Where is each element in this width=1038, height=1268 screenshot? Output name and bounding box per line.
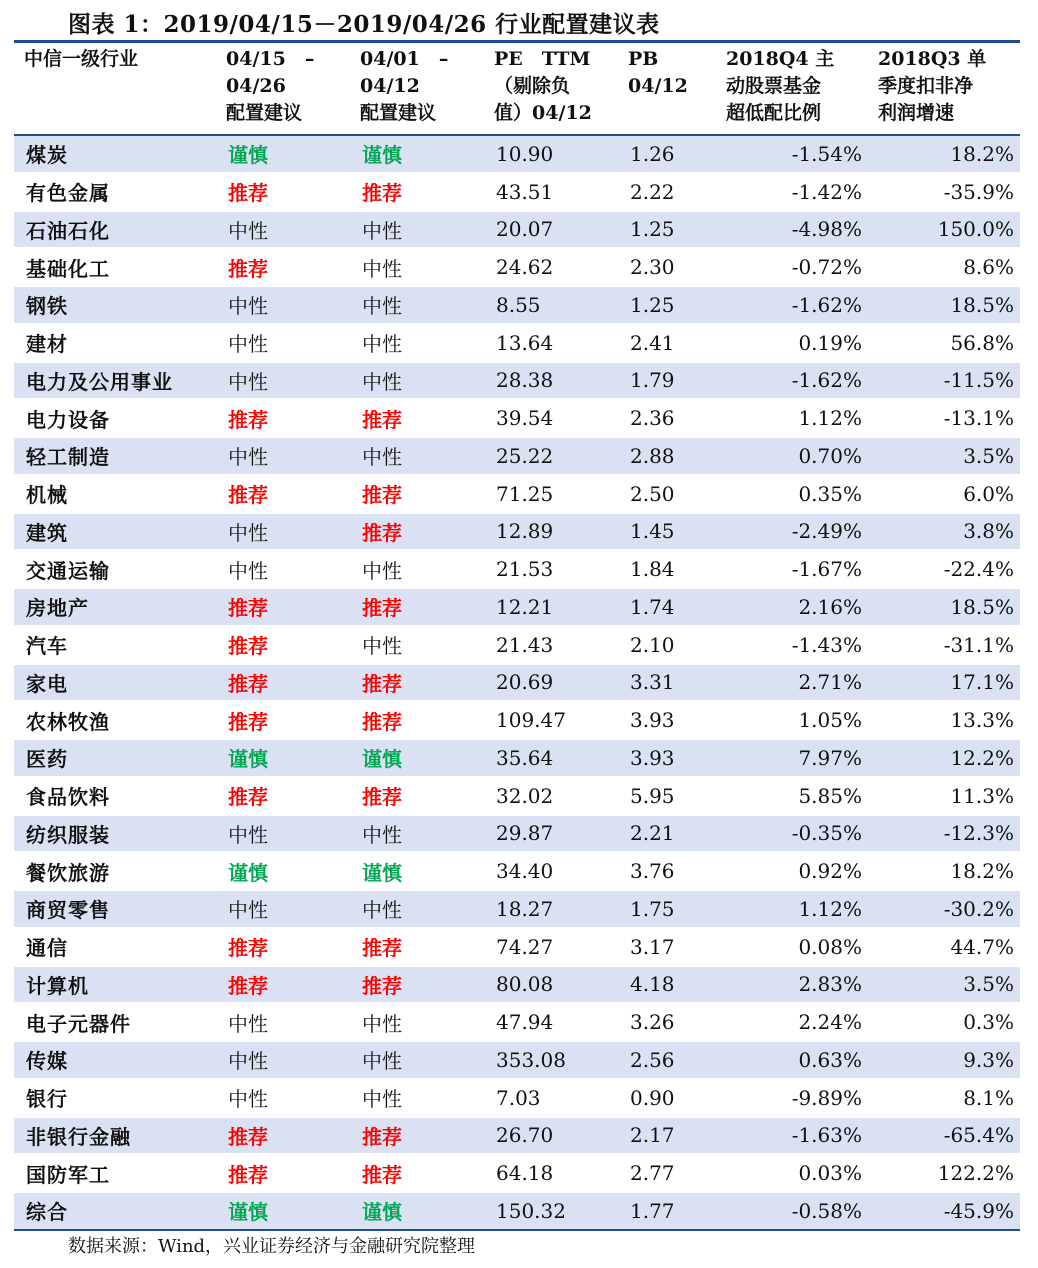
- fund-overweight-cell: 0.92%: [716, 852, 868, 890]
- profit-growth-cell: 44.7%: [868, 928, 1020, 966]
- profit-growth-cell: 17.1%: [868, 664, 1020, 702]
- industry-cell: 石油石化: [14, 211, 216, 249]
- pb-cell: 1.45: [618, 513, 716, 551]
- profit-growth-cell: 18.2%: [868, 135, 1020, 173]
- table-row: [14, 324, 1020, 362]
- fund-overweight-cell: 2.24%: [716, 1003, 868, 1041]
- pb-cell: 2.21: [618, 815, 716, 853]
- industry-cell: 非银行金融: [14, 1117, 216, 1155]
- profit-growth-cell: 122.2%: [868, 1154, 1020, 1192]
- industry-cell: 汽车: [14, 626, 216, 664]
- current-recommendation-cell: 推荐: [216, 664, 350, 702]
- fund-overweight-cell: 2.71%: [716, 664, 868, 702]
- current-recommendation-cell: 谨慎: [216, 739, 350, 777]
- header-line: 04/26: [226, 75, 286, 97]
- pe-ttm-cell: 24.62: [484, 248, 618, 286]
- fund-overweight-cell: 2.83%: [716, 966, 868, 1004]
- table-row: [14, 550, 1020, 588]
- previous-recommendation-cell: 中性: [350, 286, 484, 324]
- fund-overweight-cell: -2.49%: [716, 513, 868, 551]
- header-line: 2018Q4 主: [726, 48, 835, 70]
- pb-cell: 3.93: [618, 739, 716, 777]
- industry-cell: 农林牧渔: [14, 701, 216, 739]
- pb-cell: 2.50: [618, 475, 716, 513]
- previous-recommendation-cell: 中性: [350, 1079, 484, 1117]
- profit-growth-cell: 18.5%: [868, 588, 1020, 626]
- header-line: 季度扣非净: [878, 75, 974, 97]
- profit-growth-cell: 3.8%: [868, 513, 1020, 551]
- previous-recommendation-cell: 中性: [350, 324, 484, 362]
- table-row: [14, 1003, 1020, 1041]
- current-recommendation-cell: 推荐: [216, 777, 350, 815]
- fund-overweight-cell: 1.12%: [716, 890, 868, 928]
- fund-overweight-cell: -1.62%: [716, 286, 868, 324]
- industry-cell: 食品饮料: [14, 777, 216, 815]
- pb-cell: 1.75: [618, 890, 716, 928]
- fund-overweight-cell: 0.70%: [716, 437, 868, 475]
- profit-growth-cell: 8.1%: [868, 1079, 1020, 1117]
- profit-growth-cell: 3.5%: [868, 437, 1020, 475]
- current-recommendation-cell: 推荐: [216, 399, 350, 437]
- current-recommendation-cell: 推荐: [216, 248, 350, 286]
- table-row: [14, 1117, 1020, 1155]
- table-row: [14, 815, 1020, 853]
- current-recommendation-cell: 中性: [216, 1041, 350, 1079]
- industry-cell: 电力设备: [14, 399, 216, 437]
- table-row: [14, 928, 1020, 966]
- header-current-recommendation: [216, 44, 350, 135]
- pb-cell: 2.36: [618, 399, 716, 437]
- pe-ttm-cell: 74.27: [484, 928, 618, 966]
- current-recommendation-cell: 中性: [216, 550, 350, 588]
- previous-recommendation-cell: 中性: [350, 550, 484, 588]
- current-recommendation-cell: 推荐: [216, 1154, 350, 1192]
- profit-growth-cell: -13.1%: [868, 399, 1020, 437]
- table-row: [14, 513, 1020, 551]
- industry-cell: 房地产: [14, 588, 216, 626]
- fund-overweight-cell: -1.67%: [716, 550, 868, 588]
- current-recommendation-cell: 中性: [216, 286, 350, 324]
- previous-recommendation-cell: 中性: [350, 890, 484, 928]
- profit-growth-cell: -22.4%: [868, 550, 1020, 588]
- profit-growth-cell: 18.5%: [868, 286, 1020, 324]
- table-row: [14, 1154, 1020, 1192]
- profit-growth-cell: -11.5%: [868, 362, 1020, 400]
- pe-ttm-cell: 32.02: [484, 777, 618, 815]
- table-row: [14, 1079, 1020, 1117]
- table-row: [14, 966, 1020, 1004]
- pb-cell: 1.84: [618, 550, 716, 588]
- table-row: [14, 1041, 1020, 1079]
- previous-recommendation-cell: 推荐: [350, 399, 484, 437]
- profit-growth-cell: -45.9%: [868, 1192, 1020, 1230]
- table-row: [14, 739, 1020, 777]
- header-line: 中信一级行业: [24, 48, 139, 70]
- industry-allocation-table: [14, 44, 1020, 1231]
- pe-ttm-cell: 80.08: [484, 966, 618, 1004]
- table-row: [14, 664, 1020, 702]
- fund-overweight-cell: -1.62%: [716, 362, 868, 400]
- fund-overweight-cell: 0.03%: [716, 1154, 868, 1192]
- previous-recommendation-cell: 推荐: [350, 664, 484, 702]
- table-header-row: [14, 44, 1020, 135]
- previous-recommendation-cell: 推荐: [350, 966, 484, 1004]
- header-line: PB: [628, 48, 659, 70]
- current-recommendation-cell: 中性: [216, 362, 350, 400]
- pe-ttm-cell: 28.38: [484, 362, 618, 400]
- current-recommendation-cell: 谨慎: [216, 852, 350, 890]
- previous-recommendation-cell: 推荐: [350, 928, 484, 966]
- pb-cell: 3.31: [618, 664, 716, 702]
- pe-ttm-cell: 12.21: [484, 588, 618, 626]
- industry-cell: 电力及公用事业: [14, 362, 216, 400]
- table-row: [14, 437, 1020, 475]
- table-row: [14, 248, 1020, 286]
- header-line: 配置建议: [226, 102, 303, 124]
- profit-growth-cell: 18.2%: [868, 852, 1020, 890]
- profit-growth-cell: 56.8%: [868, 324, 1020, 362]
- pe-ttm-cell: 21.43: [484, 626, 618, 664]
- header-line: 04/15 –: [226, 48, 315, 70]
- pb-cell: 3.93: [618, 701, 716, 739]
- pe-ttm-cell: 29.87: [484, 815, 618, 853]
- previous-recommendation-cell: 谨慎: [350, 852, 484, 890]
- current-recommendation-cell: 中性: [216, 513, 350, 551]
- current-recommendation-cell: 中性: [216, 890, 350, 928]
- pe-ttm-cell: 13.64: [484, 324, 618, 362]
- pe-ttm-cell: 26.70: [484, 1117, 618, 1155]
- profit-growth-cell: -12.3%: [868, 815, 1020, 853]
- figure-title: 图表 1：2019/04/15－2019/04/26 行业配置建议表: [68, 11, 660, 38]
- table-row: [14, 211, 1020, 249]
- profit-growth-cell: 11.3%: [868, 777, 1020, 815]
- pb-cell: 5.95: [618, 777, 716, 815]
- previous-recommendation-cell: 中性: [350, 1003, 484, 1041]
- current-recommendation-cell: 推荐: [216, 626, 350, 664]
- industry-cell: 建筑: [14, 513, 216, 551]
- header-line: （剔除负: [494, 75, 571, 97]
- current-recommendation-cell: 谨慎: [216, 1192, 350, 1230]
- pe-ttm-cell: 47.94: [484, 1003, 618, 1041]
- previous-recommendation-cell: 中性: [350, 437, 484, 475]
- pb-cell: 2.56: [618, 1041, 716, 1079]
- pb-cell: 1.79: [618, 362, 716, 400]
- header-line: 04/12: [628, 75, 688, 97]
- header-line: 动股票基金: [726, 75, 822, 97]
- header-pe-ttm: [484, 44, 618, 135]
- industry-cell: 钢铁: [14, 286, 216, 324]
- pe-ttm-cell: 39.54: [484, 399, 618, 437]
- pb-cell: 2.10: [618, 626, 716, 664]
- header-industry: [14, 44, 216, 135]
- industry-cell: 建材: [14, 324, 216, 362]
- pe-ttm-cell: 25.22: [484, 437, 618, 475]
- pb-cell: 3.17: [618, 928, 716, 966]
- industry-cell: 基础化工: [14, 248, 216, 286]
- industry-cell: 交通运输: [14, 550, 216, 588]
- profit-growth-cell: 9.3%: [868, 1041, 1020, 1079]
- fund-overweight-cell: 0.35%: [716, 475, 868, 513]
- table-row: [14, 777, 1020, 815]
- previous-recommendation-cell: 谨慎: [350, 739, 484, 777]
- previous-recommendation-cell: 推荐: [350, 1117, 484, 1155]
- profit-growth-cell: 0.3%: [868, 1003, 1020, 1041]
- current-recommendation-cell: 推荐: [216, 475, 350, 513]
- pb-cell: 1.25: [618, 211, 716, 249]
- table-row: [14, 852, 1020, 890]
- fund-overweight-cell: 2.16%: [716, 588, 868, 626]
- fund-overweight-cell: -0.58%: [716, 1192, 868, 1230]
- header-profit-growth: [868, 44, 1020, 135]
- pb-cell: 3.76: [618, 852, 716, 890]
- fund-overweight-cell: 0.19%: [716, 324, 868, 362]
- pb-cell: 4.18: [618, 966, 716, 1004]
- profit-growth-cell: 12.2%: [868, 739, 1020, 777]
- pb-cell: 2.88: [618, 437, 716, 475]
- fund-overweight-cell: -9.89%: [716, 1079, 868, 1117]
- profit-growth-cell: -30.2%: [868, 890, 1020, 928]
- fund-overweight-cell: 0.63%: [716, 1041, 868, 1079]
- table-row: [14, 588, 1020, 626]
- header-top-rule: [14, 40, 1020, 43]
- pe-ttm-cell: 353.08: [484, 1041, 618, 1079]
- data-source-note: 数据来源：Wind，兴业证券经济与金融研究院整理: [68, 1236, 476, 1257]
- previous-recommendation-cell: 中性: [350, 1041, 484, 1079]
- previous-recommendation-cell: 中性: [350, 362, 484, 400]
- header-line: 超低配比例: [726, 102, 822, 124]
- pe-ttm-cell: 20.69: [484, 664, 618, 702]
- previous-recommendation-cell: 谨慎: [350, 1192, 484, 1230]
- table-row: [14, 173, 1020, 211]
- pb-cell: 2.41: [618, 324, 716, 362]
- industry-cell: 纺织服装: [14, 815, 216, 853]
- fund-overweight-cell: -1.54%: [716, 135, 868, 173]
- pe-ttm-cell: 35.64: [484, 739, 618, 777]
- pb-cell: 1.26: [618, 135, 716, 173]
- current-recommendation-cell: 推荐: [216, 1117, 350, 1155]
- header-line: PE TTM: [494, 48, 591, 70]
- pb-cell: 1.74: [618, 588, 716, 626]
- pe-ttm-cell: 20.07: [484, 211, 618, 249]
- fund-overweight-cell: -4.98%: [716, 211, 868, 249]
- fund-overweight-cell: -1.42%: [716, 173, 868, 211]
- previous-recommendation-cell: 推荐: [350, 1154, 484, 1192]
- pe-ttm-cell: 7.03: [484, 1079, 618, 1117]
- previous-recommendation-cell: 中性: [350, 211, 484, 249]
- current-recommendation-cell: 推荐: [216, 928, 350, 966]
- current-recommendation-cell: 中性: [216, 1003, 350, 1041]
- header-previous-recommendation: [350, 44, 484, 135]
- current-recommendation-cell: 中性: [216, 1079, 350, 1117]
- industry-cell: 计算机: [14, 966, 216, 1004]
- table-row: [14, 475, 1020, 513]
- pb-cell: 2.77: [618, 1154, 716, 1192]
- header-line: 2018Q3 单: [878, 48, 987, 70]
- header-fund-overweight: [716, 44, 868, 135]
- current-recommendation-cell: 推荐: [216, 173, 350, 211]
- industry-cell: 机械: [14, 475, 216, 513]
- pb-cell: 0.90: [618, 1079, 716, 1117]
- profit-growth-cell: 13.3%: [868, 701, 1020, 739]
- previous-recommendation-cell: 推荐: [350, 777, 484, 815]
- current-recommendation-cell: 中性: [216, 211, 350, 249]
- pe-ttm-cell: 10.90: [484, 135, 618, 173]
- industry-cell: 医药: [14, 739, 216, 777]
- table-row: [14, 362, 1020, 400]
- pe-ttm-cell: 8.55: [484, 286, 618, 324]
- fund-overweight-cell: -0.72%: [716, 248, 868, 286]
- fund-overweight-cell: 0.08%: [716, 928, 868, 966]
- table-row: [14, 135, 1020, 173]
- profit-growth-cell: -35.9%: [868, 173, 1020, 211]
- previous-recommendation-cell: 推荐: [350, 513, 484, 551]
- current-recommendation-cell: 推荐: [216, 701, 350, 739]
- industry-cell: 轻工制造: [14, 437, 216, 475]
- current-recommendation-cell: 推荐: [216, 966, 350, 1004]
- pe-ttm-cell: 34.40: [484, 852, 618, 890]
- pb-cell: 3.26: [618, 1003, 716, 1041]
- profit-growth-cell: 150.0%: [868, 211, 1020, 249]
- fund-overweight-cell: 1.12%: [716, 399, 868, 437]
- fund-overweight-cell: 7.97%: [716, 739, 868, 777]
- pe-ttm-cell: 18.27: [484, 890, 618, 928]
- header-pb: [618, 44, 716, 135]
- pe-ttm-cell: 43.51: [484, 173, 618, 211]
- previous-recommendation-cell: 中性: [350, 815, 484, 853]
- industry-cell: 商贸零售: [14, 890, 216, 928]
- header-line: 配置建议: [360, 102, 437, 124]
- profit-growth-cell: 8.6%: [868, 248, 1020, 286]
- table-row: [14, 1192, 1020, 1230]
- header-line: 04/12: [360, 75, 420, 97]
- pb-cell: 2.30: [618, 248, 716, 286]
- fund-overweight-cell: 1.05%: [716, 701, 868, 739]
- table-row: [14, 399, 1020, 437]
- pe-ttm-cell: 71.25: [484, 475, 618, 513]
- pe-ttm-cell: 109.47: [484, 701, 618, 739]
- pb-cell: 2.22: [618, 173, 716, 211]
- industry-cell: 通信: [14, 928, 216, 966]
- table-row: [14, 890, 1020, 928]
- header-line: 利润增速: [878, 102, 955, 124]
- fund-overweight-cell: -1.63%: [716, 1117, 868, 1155]
- previous-recommendation-cell: 谨慎: [350, 135, 484, 173]
- previous-recommendation-cell: 推荐: [350, 173, 484, 211]
- current-recommendation-cell: 谨慎: [216, 135, 350, 173]
- table-row: [14, 701, 1020, 739]
- profit-growth-cell: -65.4%: [868, 1117, 1020, 1155]
- industry-cell: 电子元器件: [14, 1003, 216, 1041]
- current-recommendation-cell: 中性: [216, 324, 350, 362]
- header-line: 04/01 –: [360, 48, 449, 70]
- fund-overweight-cell: 5.85%: [716, 777, 868, 815]
- profit-growth-cell: -31.1%: [868, 626, 1020, 664]
- pe-ttm-cell: 64.18: [484, 1154, 618, 1192]
- previous-recommendation-cell: 推荐: [350, 701, 484, 739]
- pb-cell: 2.17: [618, 1117, 716, 1155]
- previous-recommendation-cell: 推荐: [350, 588, 484, 626]
- fund-overweight-cell: -1.43%: [716, 626, 868, 664]
- industry-cell: 餐饮旅游: [14, 852, 216, 890]
- previous-recommendation-cell: 中性: [350, 626, 484, 664]
- current-recommendation-cell: 推荐: [216, 588, 350, 626]
- industry-cell: 综合: [14, 1192, 216, 1230]
- current-recommendation-cell: 中性: [216, 437, 350, 475]
- industry-cell: 国防军工: [14, 1154, 216, 1192]
- table-body: [14, 135, 1020, 1230]
- pe-ttm-cell: 150.32: [484, 1192, 618, 1230]
- industry-cell: 煤炭: [14, 135, 216, 173]
- pe-ttm-cell: 12.89: [484, 513, 618, 551]
- industry-cell: 有色金属: [14, 173, 216, 211]
- pb-cell: 1.25: [618, 286, 716, 324]
- pe-ttm-cell: 21.53: [484, 550, 618, 588]
- table-row: [14, 626, 1020, 664]
- header-line: 值）04/12: [494, 102, 592, 124]
- previous-recommendation-cell: 推荐: [350, 475, 484, 513]
- profit-growth-cell: 3.5%: [868, 966, 1020, 1004]
- table-row: [14, 286, 1020, 324]
- industry-cell: 家电: [14, 664, 216, 702]
- industry-cell: 银行: [14, 1079, 216, 1117]
- current-recommendation-cell: 中性: [216, 815, 350, 853]
- industry-cell: 传媒: [14, 1041, 216, 1079]
- previous-recommendation-cell: 中性: [350, 248, 484, 286]
- fund-overweight-cell: -0.35%: [716, 815, 868, 853]
- pb-cell: 1.77: [618, 1192, 716, 1230]
- profit-growth-cell: 6.0%: [868, 475, 1020, 513]
